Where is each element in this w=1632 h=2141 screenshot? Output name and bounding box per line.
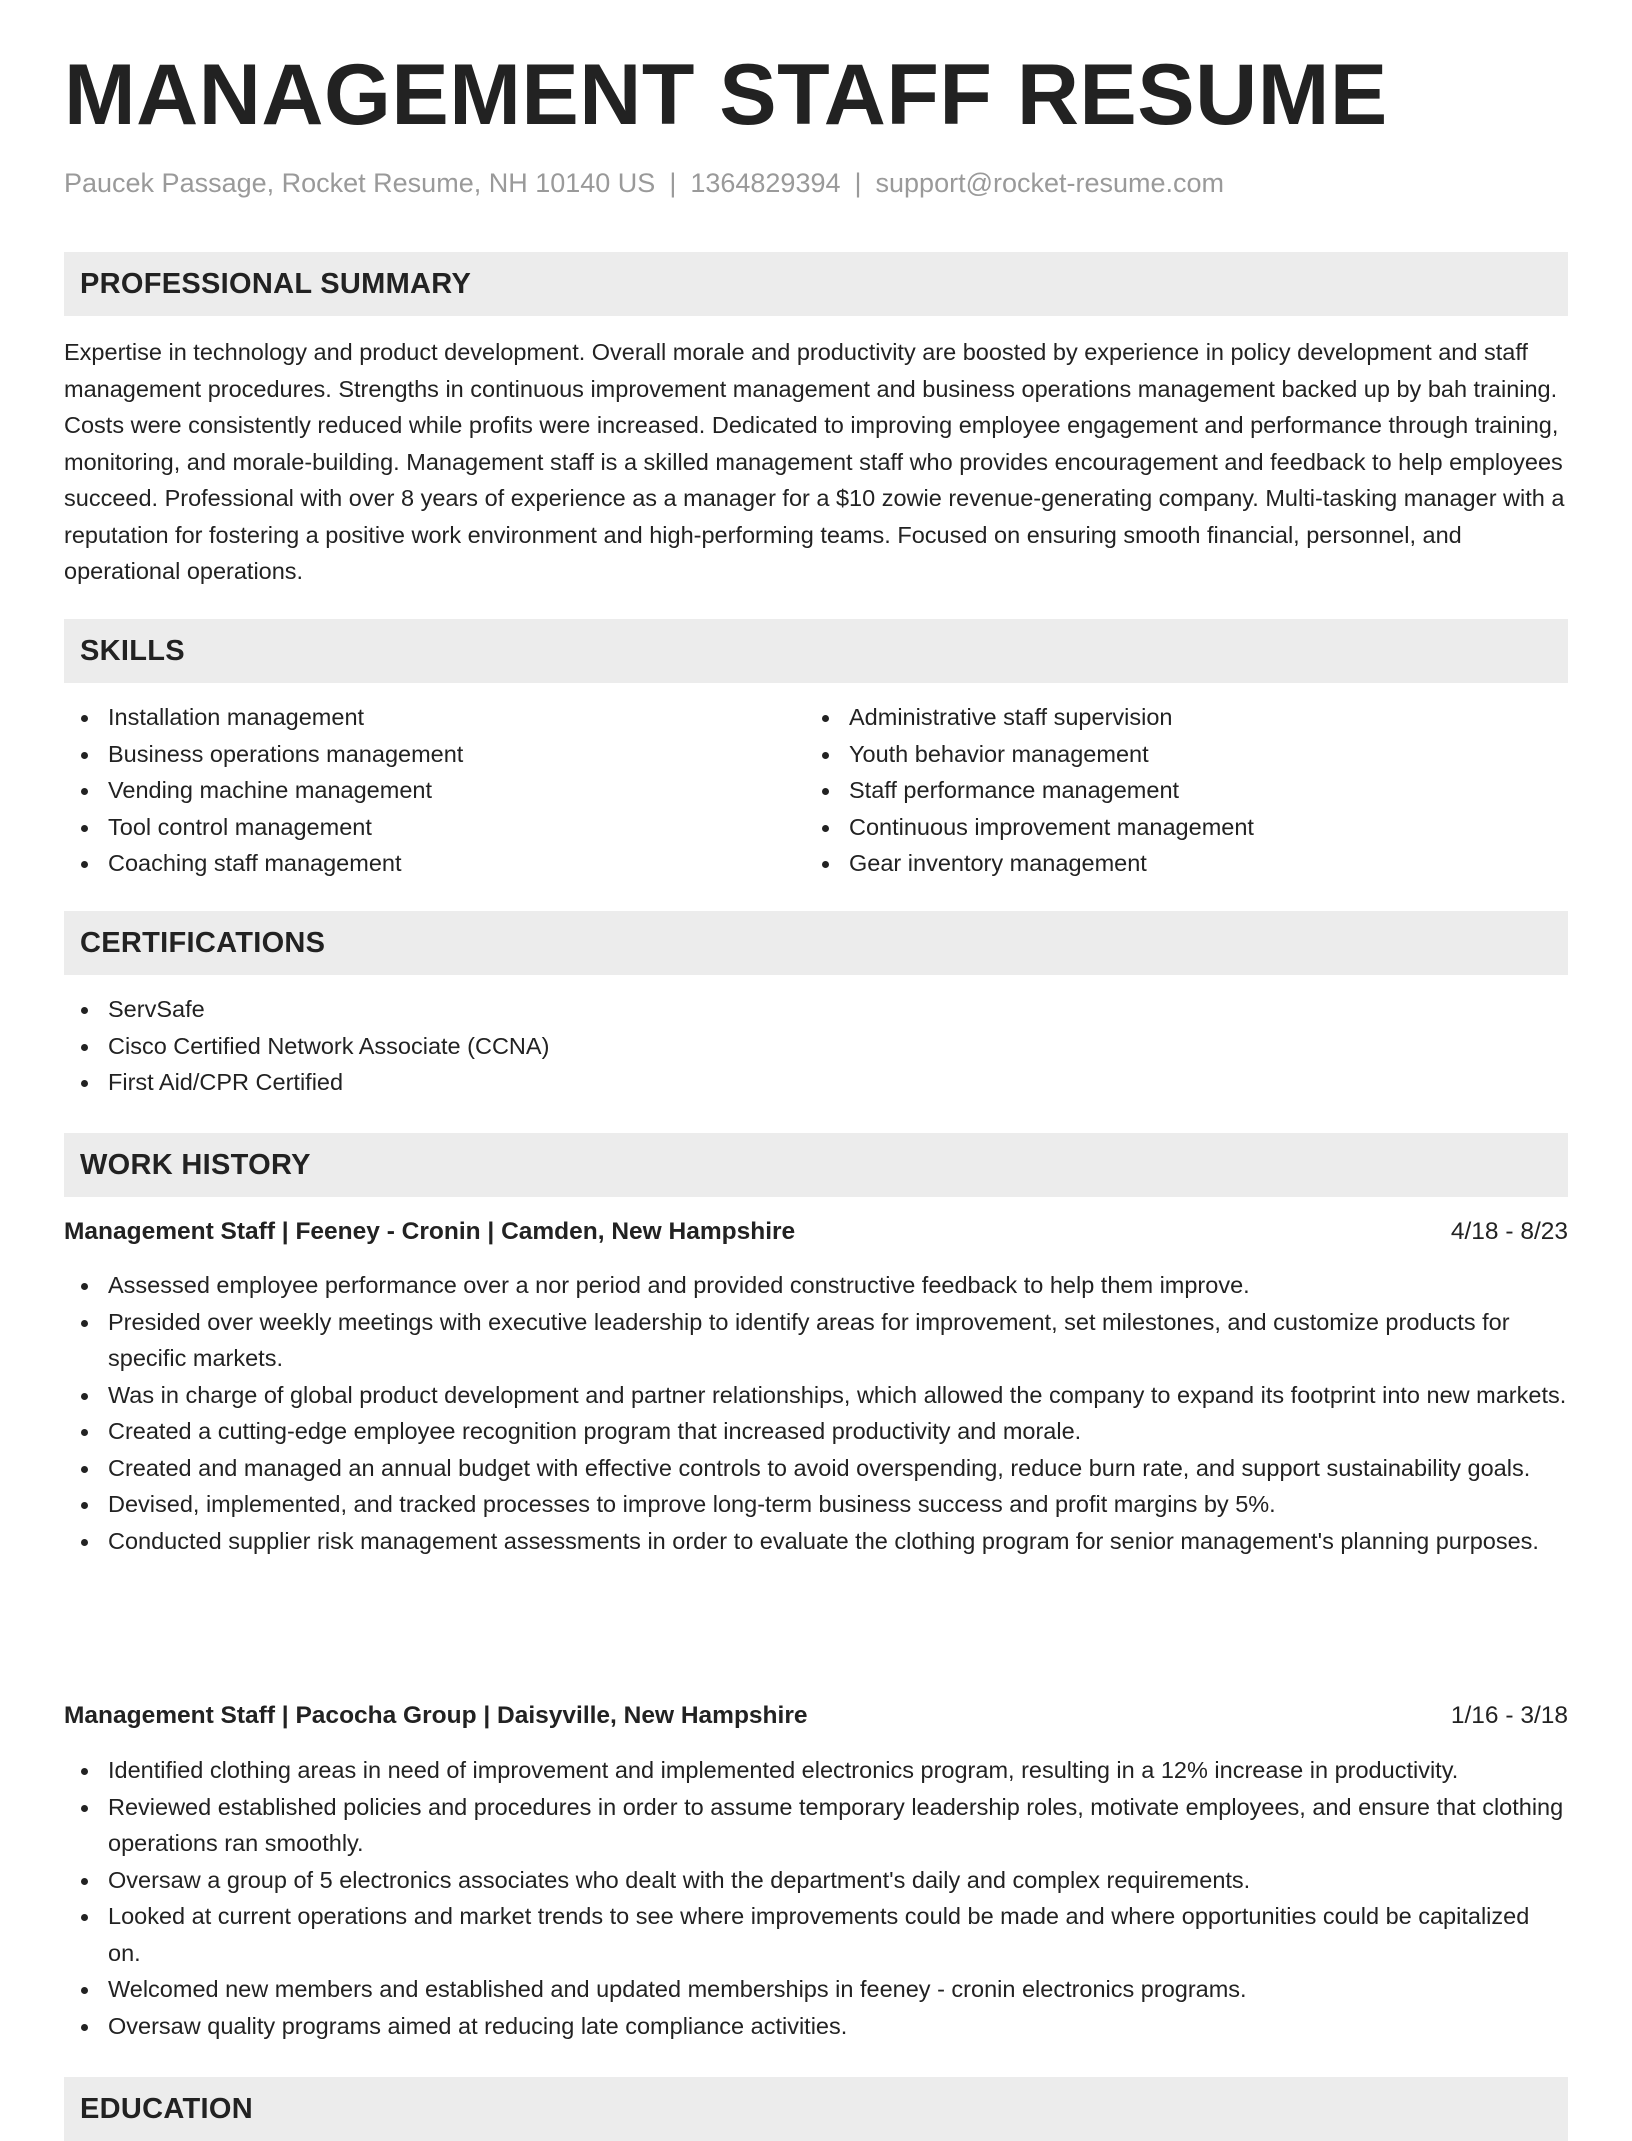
contact-address: Paucek Passage, Rocket Resume, NH 10140 US — [64, 168, 656, 198]
job-bullet: Oversaw a group of 5 electronics associates who dealt with the department's daily and complex requirements. — [64, 1862, 1568, 1899]
section-heading-work-history: WORK HISTORY — [64, 1133, 1568, 1197]
job-dates: 4/18 - 8/23 — [1450, 1218, 1568, 1245]
contact-separator: | — [854, 168, 862, 198]
job-bullets — [64, 1267, 1568, 1559]
job-dates: 1/16 - 3/18 — [1450, 1702, 1568, 1729]
job-bullet: Presided over weekly meetings with executive leadership to identify areas for improvement, set milestones, and customize products for specific markets. — [64, 1304, 1568, 1377]
skills-list-right — [805, 699, 1545, 882]
certifications-list — [64, 991, 1568, 1101]
skill-item: Continuous improvement management — [805, 809, 1545, 846]
certification-item: Cisco Certified Network Associate (CCNA) — [64, 1028, 1568, 1065]
job-bullet: Conducted supplier risk management assessments in order to evaluate the clothing program for senior management's planning purposes. — [64, 1523, 1568, 1560]
job-bullet: Devised, implemented, and tracked processes to improve long-term business success and profit margins by 5%. — [64, 1486, 1568, 1523]
job-bullet: Welcomed new members and established and updated memberships in feeney - cronin electronics programs. — [64, 1971, 1568, 2008]
job-bullet: Oversaw quality programs aimed at reducing late compliance activities. — [64, 2008, 1568, 2045]
skill-item: Business operations management — [64, 736, 804, 773]
job-title: Management Staff | Feeney - Cronin | Camden, New Hampshire — [64, 1218, 796, 1245]
section-heading-certifications: CERTIFICATIONS — [64, 911, 1568, 975]
contact-phone: 1364829394 — [690, 168, 841, 198]
section-heading-education: EDUCATION — [64, 2077, 1568, 2141]
skill-item: Installation management — [64, 699, 804, 736]
contact-line — [64, 168, 1224, 199]
skill-item: Administrative staff supervision — [805, 699, 1545, 736]
certification-item: First Aid/CPR Certified — [64, 1064, 1568, 1101]
skill-item: Vending machine management — [64, 772, 804, 809]
skill-item: Youth behavior management — [805, 736, 1545, 773]
skill-item: Staff performance management — [805, 772, 1545, 809]
skill-item: Coaching staff management — [64, 845, 804, 882]
section-heading-skills: SKILLS — [64, 619, 1568, 683]
certification-item: ServSafe — [64, 991, 1568, 1028]
contact-email: support@rocket-resume.com — [875, 168, 1225, 198]
job-bullet: Reviewed established policies and procedures in order to assume temporary leadership roles, motivate employees, and ensure that clothing operations ran smoothly. — [64, 1789, 1568, 1862]
job-header — [64, 1214, 1568, 1250]
skill-item: Gear inventory management — [805, 845, 1545, 882]
job-bullets — [64, 1752, 1568, 2044]
summary-text: Expertise in technology and product development. Overall morale and productivity are boosted by experience in policy development and staff management procedures. Strengths in continuous improvement management and business operations management backed up by bah training. Costs were consistently reduced while profits were increased. Dedicated to improving employee engagement and performance through training, monitoring, and morale-building. Management staff is a skilled management staff who provides encouragement and feedback to help employees succeed. Professional with over 8 years of experience as a manager for a $10 zowie revenue-generating company. Multi-tasking manager with a reputation for fostering a positive work environment and high-performing teams. Focused on ensuring smooth financial, personnel, and operational operations. — [64, 339, 1565, 584]
job-bullet: Assessed employee performance over a nor period and provided constructive feedback to help them improve. — [64, 1267, 1568, 1304]
job-bullet: Identified clothing areas in need of improvement and implemented electronics program, resulting in a 12% increase in productivity. — [64, 1752, 1568, 1789]
resume-title: MANAGEMENT STAFF RESUME — [64, 47, 1388, 143]
job-bullet: Created a cutting-edge employee recognition program that increased productivity and morale. — [64, 1413, 1568, 1450]
contact-separator: | — [669, 168, 677, 198]
job-bullet: Created and managed an annual budget with effective controls to avoid overspending, reduce burn rate, and support sustainability goals. — [64, 1450, 1568, 1487]
job-bullet: Was in charge of global product development and partner relationships, which allowed the company to expand its footprint into new markets. — [64, 1377, 1568, 1414]
section-heading-summary: PROFESSIONAL SUMMARY — [64, 252, 1568, 316]
skill-item: Tool control management — [64, 809, 804, 846]
job-title: Management Staff | Pacocha Group | Daisyville, New Hampshire — [64, 1702, 808, 1729]
skills-list-left — [64, 699, 804, 882]
job-bullet: Looked at current operations and market trends to see where improvements could be made and where opportunities could be capitalized on. — [64, 1898, 1568, 1971]
job-header — [64, 1698, 1568, 1734]
